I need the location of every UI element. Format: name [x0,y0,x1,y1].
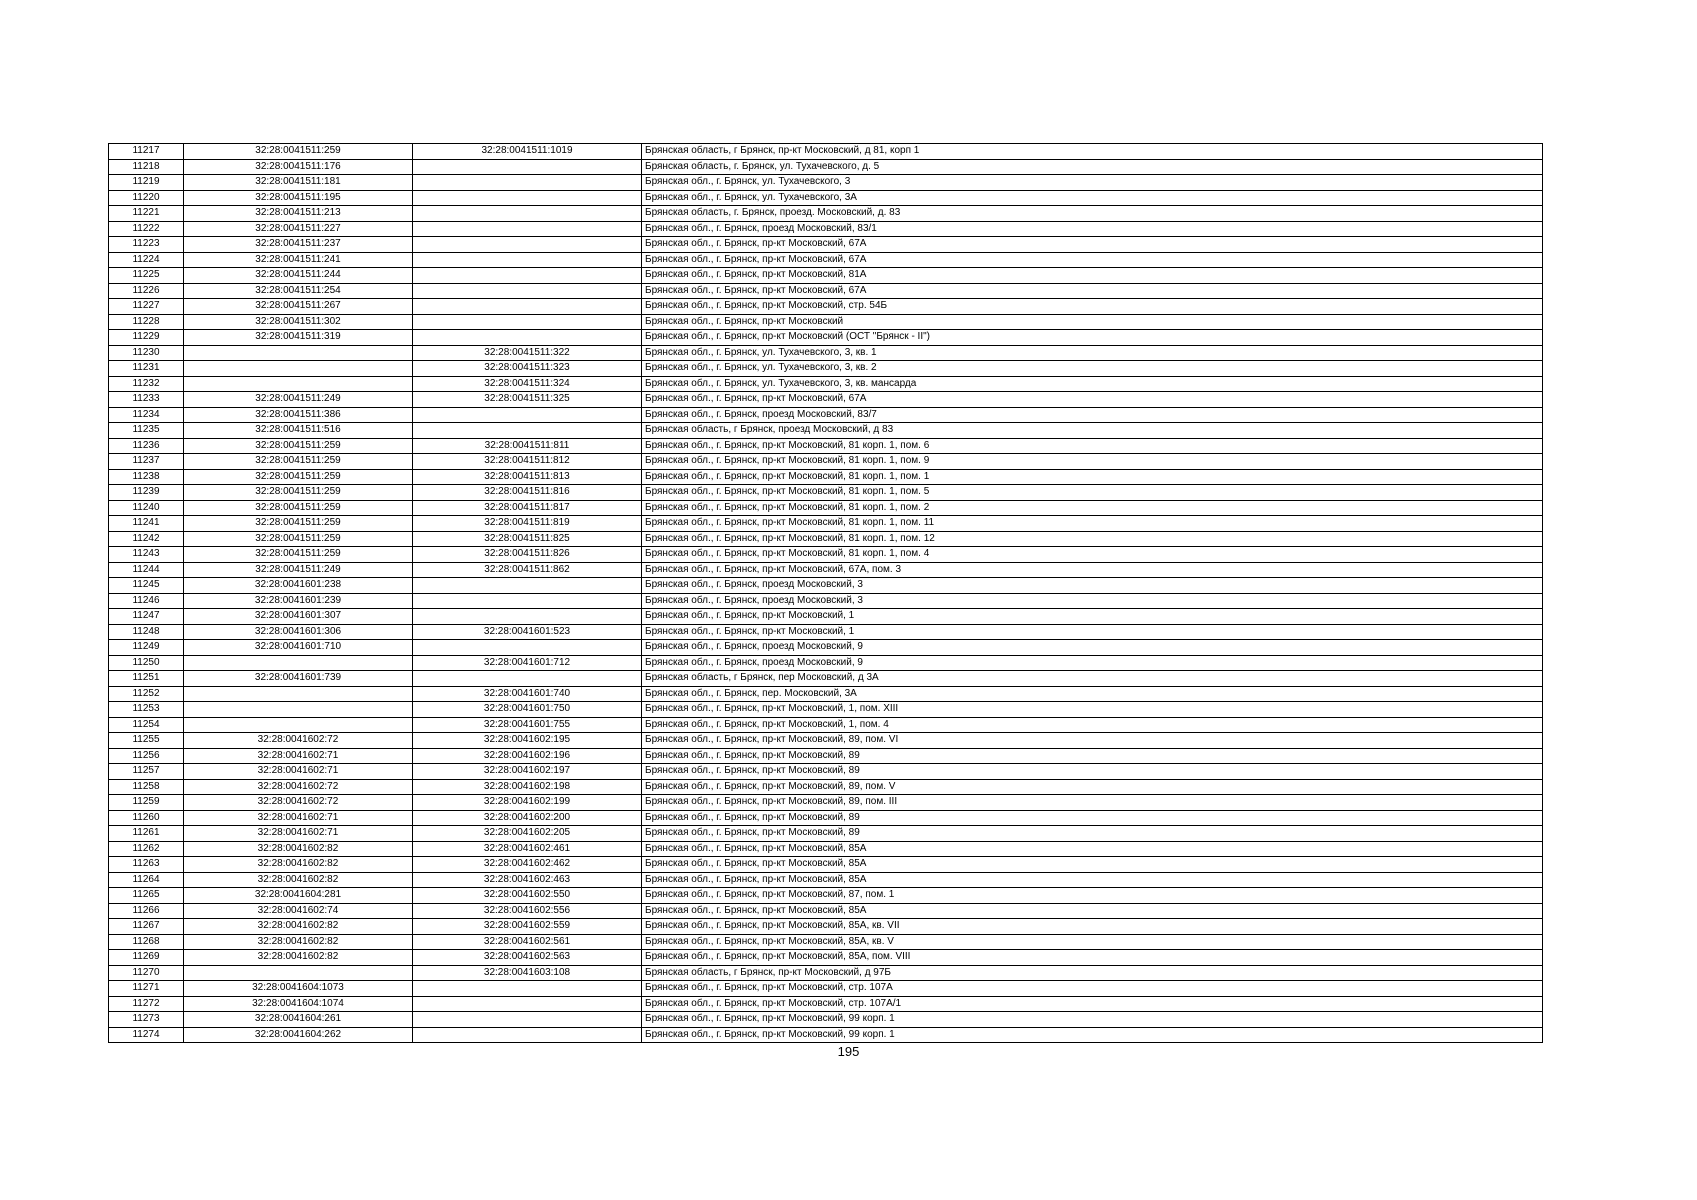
object-number-cell: 32:28:0041511:322 [413,345,642,361]
object-number-cell: 32:28:0041602:563 [413,950,642,966]
object-number-cell: 32:28:0041511:813 [413,469,642,485]
parcel-number-cell: 32:28:0041511:249 [184,562,413,578]
parcel-number-cell: 32:28:0041511:213 [184,206,413,222]
address-cell: Брянская обл., г. Брянск, пр-кт Московский, 85А [642,857,1543,873]
row-number-cell: 11225 [109,268,184,284]
address-cell: Брянская обл., г. Брянск, пр-кт Московский, 67А [642,237,1543,253]
address-cell: Брянская обл., г. Брянск, пр-кт Московский, 67А [642,283,1543,299]
address-cell: Брянская обл., г. Брянск, ул. Тухачевского, 3 [642,175,1543,191]
table-row [109,841,1543,857]
row-number-cell: 11269 [109,950,184,966]
object-number-cell: 32:28:0041602:196 [413,748,642,764]
row-number-cell: 11268 [109,934,184,950]
table-row [109,795,1543,811]
parcel-number-cell: 32:28:0041511:244 [184,268,413,284]
object-number-cell [413,190,642,206]
address-cell: Брянская обл., г. Брянск, пр-кт Московский, 89, пом. VI [642,733,1543,749]
table-row [109,144,1543,160]
row-number-cell: 11237 [109,454,184,470]
row-number-cell: 11223 [109,237,184,253]
object-number-cell: 32:28:0041601:523 [413,624,642,640]
parcel-number-cell: 32:28:0041511:259 [184,144,413,160]
object-number-cell [413,268,642,284]
object-number-cell [413,640,642,656]
row-number-cell: 11257 [109,764,184,780]
address-cell: Брянская обл., г. Брянск, пр-кт Московский, 81 корп. 1, пом. 5 [642,485,1543,501]
parcel-number-cell: 32:28:0041602:71 [184,764,413,780]
object-number-cell: 32:28:0041511:826 [413,547,642,563]
table-row [109,438,1543,454]
table-row [109,996,1543,1012]
table-row [109,423,1543,439]
object-number-cell: 32:28:0041601:755 [413,717,642,733]
parcel-number-cell [184,717,413,733]
row-number-cell: 11227 [109,299,184,315]
parcel-number-cell: 32:28:0041602:82 [184,950,413,966]
address-cell: Брянская обл., г. Брянск, пр-кт Московский (ОСТ "Брянск - II") [642,330,1543,346]
table-row [109,764,1543,780]
address-cell: Брянская обл., г. Брянск, пр-кт Московский, 87, пом. 1 [642,888,1543,904]
page-number: 195 [837,1044,860,1059]
object-number-cell: 32:28:0041511:1019 [413,144,642,160]
parcel-number-cell: 32:28:0041602:72 [184,795,413,811]
row-number-cell: 11253 [109,702,184,718]
parcel-number-cell [184,345,413,361]
table-row [109,888,1543,904]
object-number-cell: 32:28:0041602:556 [413,903,642,919]
row-number-cell: 11228 [109,314,184,330]
object-number-cell: 32:28:0041511:816 [413,485,642,501]
table-row [109,547,1543,563]
table-row [109,376,1543,392]
object-number-cell [413,237,642,253]
address-cell: Брянская обл., г. Брянск, пр-кт Московский, 85А [642,841,1543,857]
object-number-cell [413,578,642,594]
address-cell: Брянская область, г Брянск, проезд Московский, д 83 [642,423,1543,439]
object-number-cell [413,1027,642,1043]
row-number-cell: 11236 [109,438,184,454]
parcel-number-cell: 32:28:0041602:82 [184,841,413,857]
parcel-number-cell [184,702,413,718]
parcel-number-cell: 32:28:0041511:259 [184,531,413,547]
row-number-cell: 11218 [109,159,184,175]
address-cell: Брянская обл., г. Брянск, пр-кт Московский, стр. 107А [642,981,1543,997]
table-row [109,702,1543,718]
parcel-number-cell: 32:28:0041602:82 [184,919,413,935]
address-cell: Брянская обл., г. Брянск, пр-кт Московский, 89, пом. III [642,795,1543,811]
row-number-cell: 11243 [109,547,184,563]
object-number-cell [413,221,642,237]
address-cell: Брянская обл., г. Брянск, проезд Московский, 9 [642,655,1543,671]
object-number-cell: 32:28:0041511:323 [413,361,642,377]
row-number-cell: 11248 [109,624,184,640]
table-row [109,779,1543,795]
object-number-cell [413,175,642,191]
row-number-cell: 11251 [109,671,184,687]
row-number-cell: 11219 [109,175,184,191]
parcel-number-cell [184,361,413,377]
row-number-cell: 11221 [109,206,184,222]
parcel-number-cell [184,655,413,671]
row-number-cell: 11226 [109,283,184,299]
parcel-number-cell: 32:28:0041511:241 [184,252,413,268]
table-row [109,903,1543,919]
address-cell: Брянская обл., г. Брянск, ул. Тухачевского, 3А [642,190,1543,206]
row-number-cell: 11262 [109,841,184,857]
row-number-cell: 11249 [109,640,184,656]
parcel-number-cell: 32:28:0041602:82 [184,934,413,950]
row-number-cell: 11238 [109,469,184,485]
table-row [109,934,1543,950]
table-row [109,686,1543,702]
row-number-cell: 11250 [109,655,184,671]
parcel-number-cell: 32:28:0041601:710 [184,640,413,656]
table-row [109,1027,1543,1043]
address-cell: Брянская обл., г. Брянск, пр-кт Московский, 99 корп. 1 [642,1012,1543,1028]
address-cell: Брянская обл., г. Брянск, пр-кт Московский, 1, пом. XIII [642,702,1543,718]
row-number-cell: 11246 [109,593,184,609]
address-cell: Брянская обл., г. Брянск, пр-кт Московский, 89, пом. V [642,779,1543,795]
object-number-cell [413,252,642,268]
parcel-number-cell: 32:28:0041604:261 [184,1012,413,1028]
row-number-cell: 11252 [109,686,184,702]
row-number-cell: 11261 [109,826,184,842]
parcel-number-cell: 32:28:0041511:386 [184,407,413,423]
parcel-number-cell: 32:28:0041511:254 [184,283,413,299]
address-cell: Брянская обл., г. Брянск, пр-кт Московский, 85А, кв. V [642,934,1543,950]
table-row [109,175,1543,191]
parcel-number-cell: 32:28:0041511:176 [184,159,413,175]
object-number-cell: 32:28:0041511:819 [413,516,642,532]
object-number-cell [413,671,642,687]
table-row [109,500,1543,516]
object-number-cell [413,593,642,609]
row-number-cell: 11258 [109,779,184,795]
table-row [109,206,1543,222]
object-number-cell: 32:28:0041602:195 [413,733,642,749]
object-number-cell: 32:28:0041601:712 [413,655,642,671]
object-number-cell: 32:28:0041602:199 [413,795,642,811]
object-number-cell [413,330,642,346]
address-cell: Брянская обл., г. Брянск, пр-кт Московский, 81 корп. 1, пом. 12 [642,531,1543,547]
table-row [109,810,1543,826]
table-row [109,655,1543,671]
parcel-number-cell: 32:28:0041511:195 [184,190,413,206]
table-row [109,252,1543,268]
table-row [109,190,1543,206]
address-cell: Брянская обл., г. Брянск, пр-кт Московский, 89 [642,764,1543,780]
object-number-cell: 32:28:0041511:324 [413,376,642,392]
row-number-cell: 11254 [109,717,184,733]
object-number-cell: 32:28:0041602:462 [413,857,642,873]
table-row [109,221,1543,237]
address-cell: Брянская обл., г. Брянск, пр-кт Московский, 67А, пом. 3 [642,562,1543,578]
parcel-number-cell: 32:28:0041602:72 [184,779,413,795]
address-cell: Брянская обл., г. Брянск, ул. Тухачевского, 3, кв. 1 [642,345,1543,361]
table-row [109,454,1543,470]
table-row [109,981,1543,997]
address-cell: Брянская область, г Брянск, пер Московский, д 3А [642,671,1543,687]
row-number-cell: 11224 [109,252,184,268]
object-number-cell [413,1012,642,1028]
table-row [109,593,1543,609]
parcel-number-cell: 32:28:0041511:259 [184,500,413,516]
row-number-cell: 11272 [109,996,184,1012]
address-cell: Брянская обл., г. Брянск, пр-кт Московский, 89 [642,826,1543,842]
row-number-cell: 11240 [109,500,184,516]
table-row [109,578,1543,594]
address-cell: Брянская обл., г. Брянск, пр-кт Московский, 81А [642,268,1543,284]
object-number-cell: 32:28:0041601:750 [413,702,642,718]
row-number-cell: 11244 [109,562,184,578]
row-number-cell: 11263 [109,857,184,873]
address-cell: Брянская обл., г. Брянск, проезд Московский, 3 [642,578,1543,594]
object-number-cell: 32:28:0041602:559 [413,919,642,935]
object-number-cell: 32:28:0041602:205 [413,826,642,842]
address-cell: Брянская обл., г. Брянск, пр-кт Московский [642,314,1543,330]
address-cell: Брянская обл., г. Брянск, пр-кт Московский, стр. 54Б [642,299,1543,315]
row-number-cell: 11232 [109,376,184,392]
table-row [109,268,1543,284]
parcel-number-cell: 32:28:0041511:267 [184,299,413,315]
parcel-number-cell: 32:28:0041511:302 [184,314,413,330]
address-cell: Брянская обл., г. Брянск, пр-кт Московский, 81 корп. 1, пом. 2 [642,500,1543,516]
object-number-cell: 32:28:0041511:812 [413,454,642,470]
table-row [109,717,1543,733]
row-number-cell: 11266 [109,903,184,919]
table-row [109,748,1543,764]
parcel-number-cell: 32:28:0041601:739 [184,671,413,687]
parcel-number-cell: 32:28:0041602:72 [184,733,413,749]
address-cell: Брянская область, г Брянск, пр-кт Московский, д 81, корп 1 [642,144,1543,160]
address-cell: Брянская обл., г. Брянск, пр-кт Московский, 99 корп. 1 [642,1027,1543,1043]
parcel-number-cell: 32:28:0041511:259 [184,469,413,485]
row-number-cell: 11235 [109,423,184,439]
address-cell: Брянская область, г. Брянск, ул. Тухачевского, д. 5 [642,159,1543,175]
parcel-number-cell: 32:28:0041511:249 [184,392,413,408]
parcel-number-cell: 32:28:0041511:319 [184,330,413,346]
object-number-cell: 32:28:0041511:817 [413,500,642,516]
object-number-cell: 32:28:0041511:811 [413,438,642,454]
parcel-number-cell: 32:28:0041601:238 [184,578,413,594]
parcel-number-cell [184,376,413,392]
row-number-cell: 11239 [109,485,184,501]
property-register-table [108,143,1543,1043]
address-cell: Брянская обл., г. Брянск, пр-кт Московский, 81 корп. 1, пом. 9 [642,454,1543,470]
table-row [109,407,1543,423]
parcel-number-cell: 32:28:0041602:74 [184,903,413,919]
row-number-cell: 11247 [109,609,184,625]
row-number-cell: 11222 [109,221,184,237]
row-number-cell: 11229 [109,330,184,346]
address-cell: Брянская обл., г. Брянск, проезд Московский, 83/7 [642,407,1543,423]
row-number-cell: 11242 [109,531,184,547]
row-number-cell: 11245 [109,578,184,594]
object-number-cell [413,299,642,315]
object-number-cell [413,609,642,625]
object-number-cell [413,283,642,299]
table-row [109,330,1543,346]
address-cell: Брянская обл., г. Брянск, пр-кт Московский, 81 корп. 1, пом. 1 [642,469,1543,485]
parcel-number-cell: 32:28:0041511:259 [184,438,413,454]
address-cell: Брянская обл., г. Брянск, пр-кт Московский, 81 корп. 1, пом. 6 [642,438,1543,454]
table-row [109,562,1543,578]
row-number-cell: 11230 [109,345,184,361]
row-number-cell: 11217 [109,144,184,160]
address-cell: Брянская обл., г. Брянск, пр-кт Московский, стр. 107А/1 [642,996,1543,1012]
address-cell: Брянская обл., г. Брянск, пр-кт Московский, 89 [642,810,1543,826]
parcel-number-cell: 32:28:0041511:237 [184,237,413,253]
object-number-cell: 32:28:0041511:862 [413,562,642,578]
row-number-cell: 11256 [109,748,184,764]
table-row [109,965,1543,981]
address-cell: Брянская обл., г. Брянск, ул. Тухачевского, 3, кв. 2 [642,361,1543,377]
address-cell: Брянская обл., г. Брянск, пр-кт Московский, 85А [642,903,1543,919]
address-cell: Брянская обл., г. Брянск, пр-кт Московский, 89 [642,748,1543,764]
parcel-number-cell: 32:28:0041604:262 [184,1027,413,1043]
row-number-cell: 11255 [109,733,184,749]
table-row [109,159,1543,175]
row-number-cell: 11260 [109,810,184,826]
address-cell: Брянская обл., г. Брянск, ул. Тухачевского, 3, кв. мансарда [642,376,1543,392]
table-row [109,531,1543,547]
parcel-number-cell: 32:28:0041602:82 [184,872,413,888]
table-row [109,919,1543,935]
parcel-number-cell: 32:28:0041604:281 [184,888,413,904]
table-row [109,516,1543,532]
parcel-number-cell: 32:28:0041601:307 [184,609,413,625]
parcel-number-cell: 32:28:0041511:181 [184,175,413,191]
parcel-number-cell: 32:28:0041601:306 [184,624,413,640]
parcel-number-cell [184,686,413,702]
parcel-number-cell: 32:28:0041602:71 [184,810,413,826]
table-row [109,314,1543,330]
table-row [109,826,1543,842]
object-number-cell: 32:28:0041511:325 [413,392,642,408]
parcel-number-cell: 32:28:0041511:259 [184,516,413,532]
row-number-cell: 11259 [109,795,184,811]
table-row [109,283,1543,299]
table-row [109,361,1543,377]
object-number-cell: 32:28:0041511:825 [413,531,642,547]
parcel-number-cell: 32:28:0041602:71 [184,748,413,764]
table-body [109,144,1543,1043]
address-cell: Брянская обл., г. Брянск, пер. Московский, 3А [642,686,1543,702]
row-number-cell: 11231 [109,361,184,377]
table-row [109,624,1543,640]
object-number-cell: 32:28:0041602:463 [413,872,642,888]
row-number-cell: 11241 [109,516,184,532]
object-number-cell [413,407,642,423]
object-number-cell: 32:28:0041602:200 [413,810,642,826]
address-cell: Брянская обл., г. Брянск, пр-кт Московский, 81 корп. 1, пом. 11 [642,516,1543,532]
table-row [109,671,1543,687]
row-number-cell: 11264 [109,872,184,888]
parcel-number-cell: 32:28:0041602:71 [184,826,413,842]
table-row [109,609,1543,625]
address-cell: Брянская область, г Брянск, пр-кт Московский, д 97Б [642,965,1543,981]
address-cell: Брянская обл., г. Брянск, проезд Московский, 3 [642,593,1543,609]
table-row [109,485,1543,501]
address-cell: Брянская обл., г. Брянск, пр-кт Московский, 85А, кв. VII [642,919,1543,935]
address-cell: Брянская обл., г. Брянск, пр-кт Московский, 1 [642,609,1543,625]
row-number-cell: 11234 [109,407,184,423]
address-cell: Брянская обл., г. Брянск, проезд Московский, 9 [642,640,1543,656]
row-number-cell: 11271 [109,981,184,997]
address-cell: Брянская обл., г. Брянск, пр-кт Московский, 1, пом. 4 [642,717,1543,733]
object-number-cell: 32:28:0041603:108 [413,965,642,981]
object-number-cell: 32:28:0041602:550 [413,888,642,904]
parcel-number-cell: 32:28:0041511:516 [184,423,413,439]
object-number-cell [413,206,642,222]
row-number-cell: 11274 [109,1027,184,1043]
object-number-cell [413,996,642,1012]
object-number-cell [413,423,642,439]
row-number-cell: 11233 [109,392,184,408]
row-number-cell: 11267 [109,919,184,935]
object-number-cell [413,981,642,997]
parcel-number-cell: 32:28:0041511:227 [184,221,413,237]
table-row [109,857,1543,873]
parcel-number-cell: 32:28:0041511:259 [184,485,413,501]
parcel-number-cell: 32:28:0041604:1073 [184,981,413,997]
address-cell: Брянская область, г. Брянск, проезд. Московский, д. 83 [642,206,1543,222]
parcel-number-cell: 32:28:0041602:82 [184,857,413,873]
table-row [109,733,1543,749]
object-number-cell: 32:28:0041602:198 [413,779,642,795]
address-cell: Брянская обл., г. Брянск, пр-кт Московский, 85А, пом. VIII [642,950,1543,966]
row-number-cell: 11273 [109,1012,184,1028]
object-number-cell: 32:28:0041602:197 [413,764,642,780]
table-row [109,950,1543,966]
object-number-cell [413,314,642,330]
address-cell: Брянская обл., г. Брянск, проезд Московский, 83/1 [642,221,1543,237]
parcel-number-cell: 32:28:0041511:259 [184,454,413,470]
parcel-number-cell: 32:28:0041601:239 [184,593,413,609]
row-number-cell: 11220 [109,190,184,206]
table-row [109,469,1543,485]
address-cell: Брянская обл., г. Брянск, пр-кт Московский, 85А [642,872,1543,888]
row-number-cell: 11270 [109,965,184,981]
object-number-cell: 32:28:0041602:561 [413,934,642,950]
table-row [109,237,1543,253]
table-row [109,1012,1543,1028]
object-number-cell: 32:28:0041601:740 [413,686,642,702]
address-cell: Брянская обл., г. Брянск, пр-кт Московский, 67А [642,392,1543,408]
table-row [109,345,1543,361]
table-row [109,640,1543,656]
address-cell: Брянская обл., г. Брянск, пр-кт Московский, 81 корп. 1, пом. 4 [642,547,1543,563]
table-row [109,299,1543,315]
table-row [109,872,1543,888]
address-cell: Брянская обл., г. Брянск, пр-кт Московский, 67А [642,252,1543,268]
row-number-cell: 11265 [109,888,184,904]
object-number-cell [413,159,642,175]
object-number-cell: 32:28:0041602:461 [413,841,642,857]
address-cell: Брянская обл., г. Брянск, пр-кт Московский, 1 [642,624,1543,640]
parcel-number-cell [184,965,413,981]
parcel-number-cell: 32:28:0041604:1074 [184,996,413,1012]
parcel-number-cell: 32:28:0041511:259 [184,547,413,563]
table-row [109,392,1543,408]
